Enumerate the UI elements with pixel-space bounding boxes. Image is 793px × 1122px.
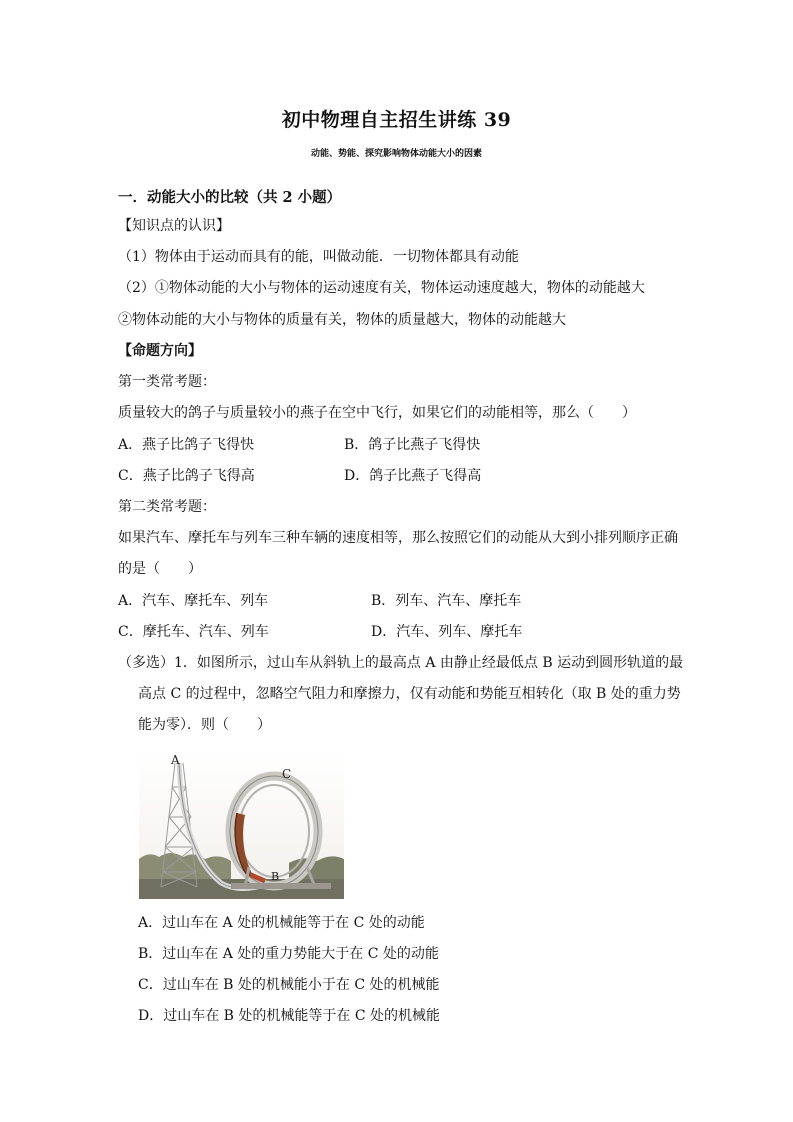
type2-option-d: D．汽车、列车、摩托车 [371,624,523,640]
page-subtitle: 动能、势能、探究影响物体动能大小的因素 [310,149,482,159]
figure-label-c: C [282,767,292,781]
knowledge-header: 【知识点的认识】 [118,218,230,234]
type1-option-a: A．燕子比鸽子飞得快 [118,437,255,453]
type2-label: 第二类常考题： [118,499,216,515]
type2-question-line1: 如果汽车、摩托车与列车三种车辆的速度相等，那么按照它们的动能从大到小排列顺序正确 [118,530,678,546]
type1-option-b: B．鸽子比燕子飞得快 [344,437,481,453]
knowledge-point-2: （2）①物体动能的大小与物体的运动速度有关，物体运动速度越大，物体的动能越大 [118,280,645,296]
type2-question-line2: 的是（ ） [118,561,202,577]
figure-label-a: A [171,753,180,767]
type1-option-c: C．燕子比鸽子飞得高 [118,468,255,484]
direction-header: 【命题方向】 [118,343,202,359]
type1-label: 第一类常考题： [118,374,216,390]
type1-option-d: D．鸽子比燕子飞得高 [344,468,482,484]
question1-line2: 高点 C 的过程中，忽略空气阻力和摩擦力，仅有动能和势能互相转化（取 B 处的重力势 [138,686,681,702]
roller-coaster-figure [139,747,344,899]
section-heading: 一．动能大小的比较（共 2 小题） [118,189,342,206]
type1-question: 质量较大的鸽子与质量较小的燕子在空中飞行，如果它们的动能相等，那么（ ） [118,405,636,421]
question1-line3: 能为零）．则（ ） [138,717,271,733]
question1-line1: （多选）1．如图所示，过山车从斜轨上的最高点 A 由静止经最低点 B 运动到圆形轨道的最 [118,655,684,671]
knowledge-point-1: （1）物体由于运动而具有的能，叫做动能．一切物体都具有动能 [118,249,519,265]
type2-option-b: B．列车、汽车、摩托车 [371,593,522,609]
type2-option-a: A．汽车、摩托车、列车 [118,593,269,609]
page-title: 初中物理自主招生讲练 39 [281,109,512,131]
figure-label-b: B [271,870,280,883]
question1-option-c: C．过山车在 B 处的机械能小于在 C 处的机械能 [138,977,440,993]
question1-option-d: D．过山车在 B 处的机械能等于在 C 处的机械能 [138,1008,441,1024]
question1-option-b: B．过山车在 A 处的重力势能大于在 C 处的动能 [138,946,439,962]
question1-option-a: A．过山车在 A 处的机械能等于在 C 处的动能 [138,915,425,931]
type2-option-c: C．摩托车、汽车、列车 [118,624,269,640]
roller-coaster-photo [139,747,344,899]
knowledge-point-3: ②物体动能的大小与物体的质量有关，物体的质量越大，物体的动能越大 [118,312,566,328]
